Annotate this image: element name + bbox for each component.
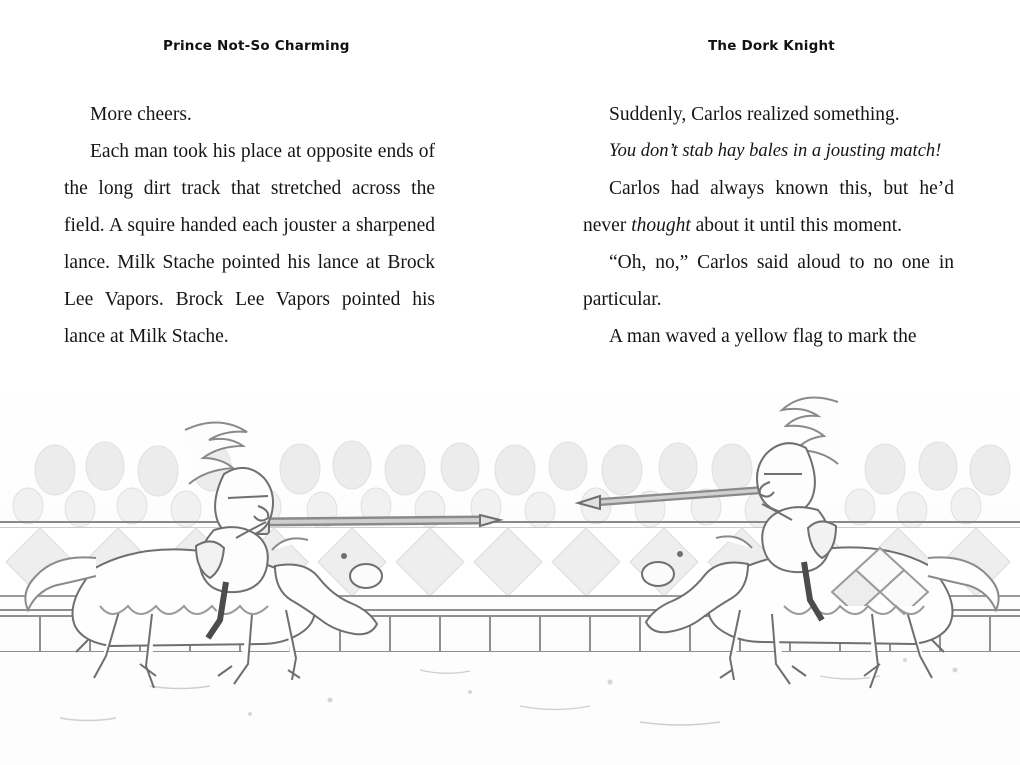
running-head-right: The Dork Knight — [708, 38, 835, 54]
text-column-right — [583, 96, 954, 355]
text-column-left — [64, 96, 435, 355]
illustration-jousting-knights — [0, 370, 1020, 765]
page-headers — [0, 38, 1020, 62]
emphasis-run: thought — [631, 215, 691, 236]
paragraph — [583, 170, 954, 244]
paragraph: “Oh, no,” Carlos said aloud to no one in particular. — [583, 252, 954, 310]
paragraph: A man waved a yellow flag to mark the — [609, 326, 917, 347]
paragraph: More cheers. — [90, 104, 192, 125]
paragraph: Each man took his place at opposite ends of the long dirt track that stretched across the field. A squire handed each jouster a sharpened lance. Milk Stache pointed his lance at Brock Lee Vapors. Brock Lee Vapors pointed his lance at Milk Stache. — [64, 141, 435, 347]
paragraph-italic: You don’t stab hay bales in a jousting match! — [609, 141, 942, 161]
running-head-left: Prince Not-So Charming — [163, 38, 350, 54]
paragraph: Suddenly, Carlos realized something. — [609, 104, 900, 125]
text-run: about it until this moment. — [690, 215, 903, 236]
body-columns — [0, 96, 1020, 366]
text-run: Carlos had always known this, but he’d never — [583, 178, 954, 236]
illustration-svg — [0, 370, 1020, 765]
